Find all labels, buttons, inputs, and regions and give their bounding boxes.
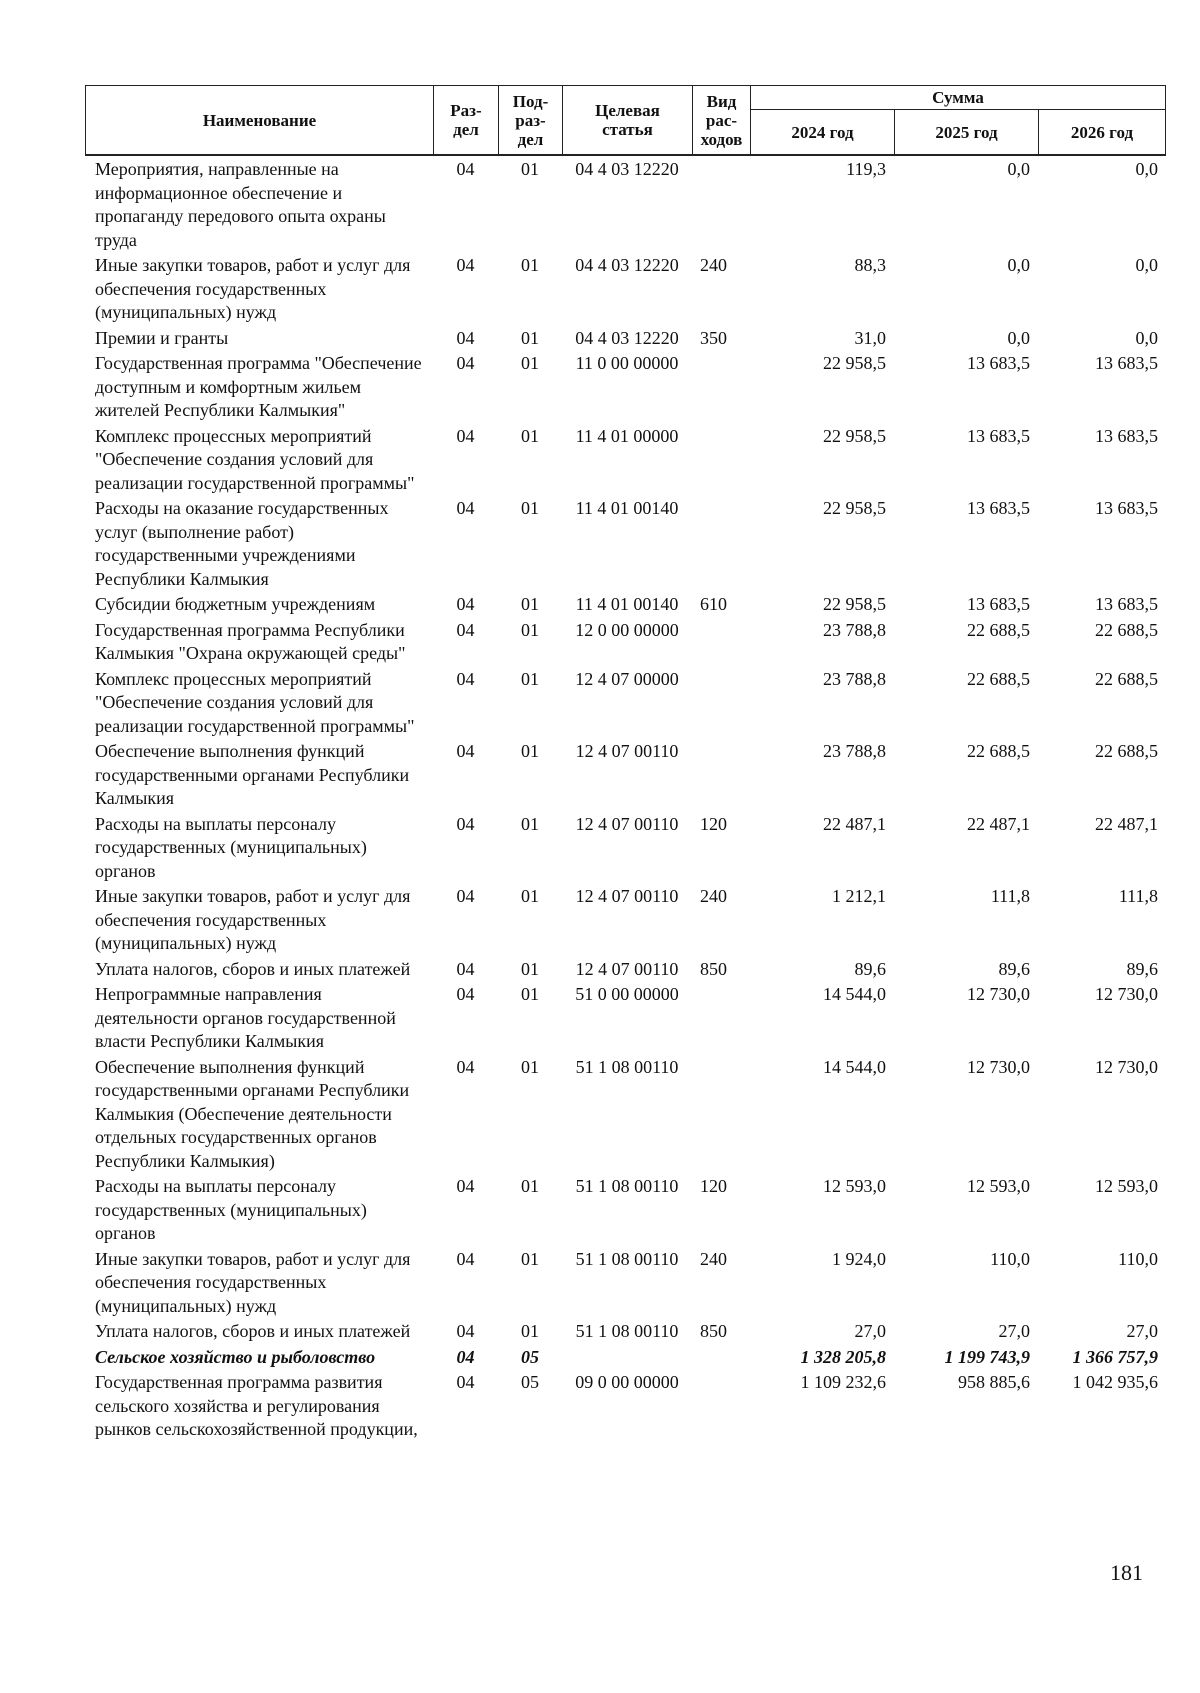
row-podrazdel: 01 [521, 984, 539, 1004]
header-summa: Сумма [750, 85, 1166, 110]
row-vid [692, 1054, 750, 1174]
row-razdel: 04 [456, 886, 475, 906]
row-2025: 958 885,6 [958, 1372, 1030, 1392]
row-podrazdel: 01 [521, 159, 539, 179]
row-razdel: 04 [456, 498, 475, 518]
page-number: 181 [1110, 1560, 1143, 1585]
row-target: 51 1 08 00110 [575, 1321, 679, 1341]
row-2026: 111,8 [1118, 886, 1158, 906]
row-target: 51 1 08 00110 [575, 1176, 679, 1196]
row-target: 09 0 00 00000 [575, 1372, 679, 1392]
row-target: 51 0 00 00000 [575, 984, 679, 1004]
row-podrazdel: 01 [521, 668, 539, 689]
row-vid [692, 495, 750, 591]
row-razdel: 04 [456, 255, 475, 275]
row-razdel: 04 [456, 353, 475, 373]
row-2025: 110,0 [990, 1248, 1030, 1269]
row-name: Расходы на выплаты персоналу государственных (муниципальных) органов [95, 813, 367, 881]
row-target: 11 4 01 00000 [575, 425, 679, 446]
row-vid: 850 [700, 958, 727, 979]
row-name: Обеспечение выполнения функций государственными органами Республики Калмыкия [95, 741, 410, 808]
row-vid [692, 1369, 750, 1442]
row-podrazdel: 01 [521, 425, 539, 446]
row-vid [692, 981, 750, 1054]
row-vid: 350 [700, 327, 727, 348]
row-target: 51 1 08 00110 [575, 1248, 679, 1269]
row-2025: 13 683,5 [967, 425, 1030, 446]
row-2026: 89,6 [1126, 958, 1158, 979]
row-name: Уплата налогов, сборов и иных платежей [95, 958, 411, 979]
row-2026: 0,0 [1135, 159, 1158, 179]
row-2026: 110,0 [1118, 1248, 1158, 1269]
row-target: 11 0 00 00000 [575, 353, 679, 373]
row-vid: 240 [700, 1248, 727, 1269]
row-razdel: 04 [456, 813, 475, 834]
row-2025: 0,0 [1007, 159, 1030, 179]
row-2025: 13 683,5 [967, 353, 1030, 373]
row-podrazdel: 01 [521, 813, 539, 834]
row-name: Расходы на выплаты персоналу государственных (муниципальных) органов [95, 1176, 367, 1243]
row-2024: 23 788,8 [823, 619, 886, 640]
row-2024: 14 544,0 [823, 1056, 886, 1077]
row-2026: 0,0 [1135, 255, 1158, 275]
row-vid [692, 350, 750, 423]
row-vid [692, 666, 750, 739]
row-target: 12 4 07 00110 [575, 813, 679, 834]
row-name: Государственная программа Республики Калмыкия "Охрана окружающей среды" [95, 619, 406, 663]
header-vid: Вид рас- ходов [692, 85, 750, 156]
row-vid: 610 [700, 594, 727, 614]
row-2024: 88,3 [854, 255, 886, 275]
row-name: Мероприятия, направленные на информационное обеспечение и пропаганду передового опыта охраны труда [95, 159, 386, 250]
row-vid: 120 [700, 813, 727, 834]
row-2025: 12 593,0 [967, 1176, 1030, 1196]
row-vid: 850 [700, 1321, 727, 1341]
row-2024: 12 593,0 [823, 1176, 886, 1196]
row-razdel: 04 [456, 958, 475, 979]
row-podrazdel: 01 [521, 1321, 539, 1341]
row-2024: 31,0 [854, 327, 886, 348]
row-2026: 13 683,5 [1095, 353, 1158, 373]
row-2025: 22 688,5 [967, 668, 1030, 689]
header-name: Наименование [85, 85, 433, 156]
row-2025: 0,0 [1007, 327, 1030, 348]
row-2026: 1 366 757,9 [1072, 1346, 1158, 1367]
row-2025: 0,0 [1007, 255, 1030, 275]
row-podrazdel: 01 [521, 1056, 539, 1077]
row-name: Обеспечение выполнения функций государственными органами Республики Калмыкия (Обеспечение деятельности отдельных государственных органов Республики Калмыкия) [95, 1056, 410, 1171]
row-target: 51 1 08 00110 [575, 1056, 679, 1077]
budget-table [85, 85, 1166, 1442]
row-vid [692, 423, 750, 496]
row-podrazdel: 01 [521, 327, 539, 348]
row-name: Расходы на оказание государственных услуг (выполнение работ) государственными учреждениями Республики Калмыкия [95, 498, 389, 589]
row-podrazdel: 01 [521, 619, 539, 640]
row-podrazdel: 01 [521, 741, 539, 761]
row-2026: 13 683,5 [1095, 498, 1158, 518]
row-podrazdel: 01 [521, 1176, 539, 1196]
row-podrazdel: 01 [521, 255, 539, 275]
row-2026: 12 730,0 [1095, 984, 1158, 1004]
row-razdel: 04 [456, 425, 475, 446]
row-name: Государственная программа "Обеспечение доступным и комфортным жильем жителей Республики Калмыкия" [95, 353, 422, 420]
header-year-2025: 2025 год [894, 110, 1038, 156]
row-podrazdel: 01 [521, 594, 539, 614]
row-razdel: 04 [456, 1176, 475, 1196]
row-2025: 13 683,5 [967, 594, 1030, 614]
header-target: Целевая статья [562, 85, 692, 156]
row-target: 04 4 03 12220 [575, 255, 679, 275]
row-razdel: 04 [456, 1346, 475, 1367]
row-razdel: 04 [456, 984, 475, 1004]
row-vid: 240 [700, 255, 727, 275]
row-razdel: 04 [456, 327, 475, 348]
row-vid [692, 617, 750, 666]
row-podrazdel: 01 [521, 1248, 539, 1269]
row-2024: 22 958,5 [823, 498, 886, 518]
row-vid: 120 [700, 1176, 727, 1196]
row-2024: 1 212,1 [832, 886, 886, 906]
row-2025: 22 487,1 [967, 813, 1030, 834]
row-razdel: 04 [456, 159, 475, 179]
row-2024: 27,0 [854, 1321, 886, 1341]
row-razdel: 04 [456, 594, 475, 614]
row-2025: 12 730,0 [967, 984, 1030, 1004]
row-2024: 22 958,5 [823, 594, 886, 614]
row-2025: 1 199 743,9 [944, 1346, 1030, 1367]
row-razdel: 04 [456, 1321, 475, 1341]
row-2025: 89,6 [998, 958, 1030, 979]
row-2025: 111,8 [990, 886, 1030, 906]
row-name: Субсидии бюджетным учреждениям [95, 594, 376, 614]
row-2026: 13 683,5 [1095, 594, 1158, 614]
row-vid [692, 156, 750, 252]
row-target: 04 4 03 12220 [575, 327, 679, 348]
row-target: 12 0 00 00000 [575, 619, 679, 640]
row-name: Иные закупки товаров, работ и услуг для обеспечения государственных (муниципальных) нужд [95, 255, 411, 322]
row-2024: 119,3 [846, 159, 886, 179]
row-2026: 1 042 935,6 [1072, 1372, 1158, 1392]
row-name: Иные закупки товаров, работ и услуг для обеспечения государственных (муниципальных) нужд [95, 1248, 411, 1316]
row-2024: 1 109 232,6 [800, 1372, 886, 1392]
row-2025: 22 688,5 [967, 619, 1030, 640]
row-podrazdel: 01 [521, 958, 539, 979]
row-name: Премии и гранты [95, 327, 229, 348]
row-razdel: 04 [456, 619, 475, 640]
row-2026: 27,0 [1126, 1321, 1158, 1341]
row-podrazdel: 01 [521, 498, 539, 518]
row-razdel: 04 [456, 1372, 475, 1392]
row-target: 04 4 03 12220 [575, 159, 679, 179]
row-2025: 13 683,5 [967, 498, 1030, 518]
row-target: 12 4 07 00110 [575, 741, 679, 761]
row-name: Сельское хозяйство и рыболовство [95, 1346, 376, 1367]
row-name: Непрограммные направления деятельности органов государственной власти Республики Калмыкия [95, 984, 396, 1051]
row-2024: 89,6 [854, 958, 886, 979]
header-podrazdel: Под- раз- дел [498, 85, 562, 156]
row-2025: 22 688,5 [967, 741, 1030, 761]
row-podrazdel: 05 [521, 1346, 539, 1367]
row-2025: 12 730,0 [967, 1056, 1030, 1077]
row-name: Комплекс процессных мероприятий "Обеспечение создания условий для реализации государственной программы" [95, 668, 415, 736]
header-year-2024: 2024 год [750, 110, 894, 156]
header-year-2026: 2026 год [1038, 110, 1166, 156]
row-podrazdel: 01 [521, 353, 539, 373]
header-razdel: Раз- дел [433, 85, 498, 156]
row-2024: 14 544,0 [823, 984, 886, 1004]
row-2026: 22 487,1 [1095, 813, 1158, 834]
row-2024: 22 958,5 [823, 353, 886, 373]
row-2026: 22 688,5 [1095, 619, 1158, 640]
row-2024: 22 958,5 [823, 425, 886, 446]
row-target: 12 4 07 00110 [575, 886, 679, 906]
row-podrazdel: 01 [521, 886, 539, 906]
row-razdel: 04 [456, 741, 475, 761]
row-2024: 22 487,1 [823, 813, 886, 834]
row-name: Иные закупки товаров, работ и услуг для обеспечения государственных (муниципальных) нужд [95, 886, 411, 953]
row-target: 12 4 07 00110 [575, 958, 679, 979]
row-vid [692, 738, 750, 811]
row-name: Комплекс процессных мероприятий "Обеспечение создания условий для реализации государственной программы" [95, 425, 415, 493]
row-2024: 23 788,8 [823, 741, 886, 761]
row-target: 11 4 01 00140 [575, 498, 679, 518]
row-razdel: 04 [456, 1248, 475, 1269]
row-name: Государственная программа развития сельского хозяйства и регулирования рынков сельскохозяйственной продукции, [95, 1372, 418, 1439]
row-razdel: 04 [456, 668, 475, 689]
row-2026: 0,0 [1135, 327, 1158, 348]
row-2024: 23 788,8 [823, 668, 886, 689]
row-2026: 13 683,5 [1095, 425, 1158, 446]
row-name: Уплата налогов, сборов и иных платежей [95, 1321, 411, 1341]
row-razdel: 04 [456, 1056, 475, 1077]
row-target [562, 1344, 692, 1370]
row-2024: 1 924,0 [832, 1248, 886, 1269]
row-2026: 12 730,0 [1095, 1056, 1158, 1077]
row-2026: 12 593,0 [1095, 1176, 1158, 1196]
row-2024: 1 328 205,8 [800, 1346, 886, 1367]
row-target: 11 4 01 00140 [575, 594, 679, 614]
row-2025: 27,0 [998, 1321, 1030, 1341]
row-podrazdel: 05 [521, 1372, 539, 1392]
row-vid [692, 1344, 750, 1370]
row-2026: 22 688,5 [1095, 741, 1158, 761]
row-target: 12 4 07 00000 [575, 668, 679, 689]
row-vid: 240 [700, 886, 727, 906]
row-2026: 22 688,5 [1095, 668, 1158, 689]
